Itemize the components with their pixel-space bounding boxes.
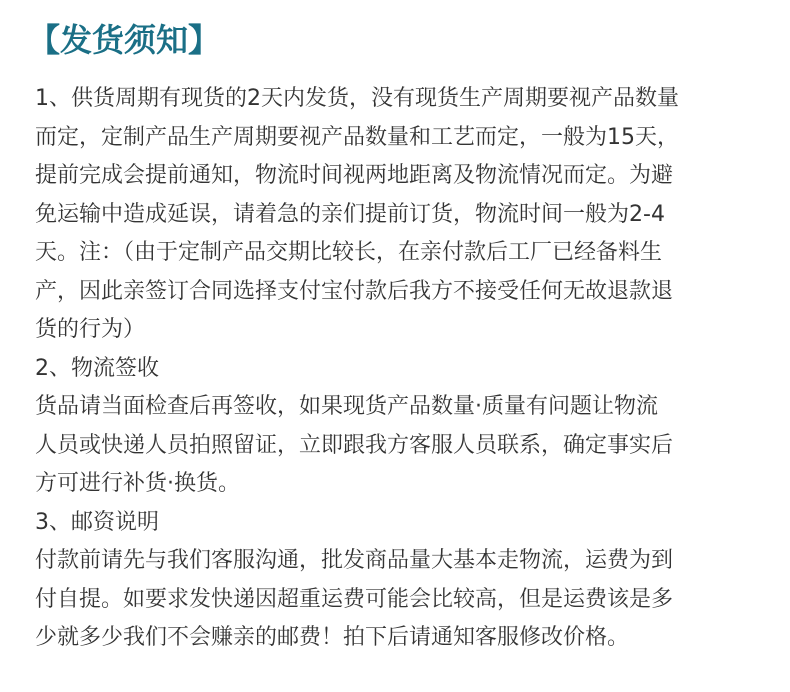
text-line: 产，因此亲签订合同选择支付宝付款后我方不接受任何无故退款退: [35, 278, 674, 304]
text-line: 付自提。如要求发快递因超重运费可能会比较高，但是运费该是多: [35, 586, 674, 612]
text-line: 货品请当面检查后再签收，如果现货产品数量·质量有问题让物流: [35, 394, 658, 419]
section-heading-logistics: 2、物流签收: [35, 355, 159, 381]
text-line: 天。注：（由于定制产品交期比较长，在亲付款后工厂已经备料生: [35, 240, 663, 265]
text-line: 付款前请先与我们客服沟通，批发商品量大基本走物流，运费为到: [35, 548, 674, 573]
text-line: 少就多少我们不会赚亲的邮费！拍下后请通知客服修改价格。: [35, 625, 630, 650]
text-line: 而定，定制产品生产周期要视产品数量和工艺而定，一般为15天，: [35, 124, 679, 150]
page-title: 【发货须知】: [28, 21, 221, 59]
text-line: 1、供货周期有现货的2天内发货，没有现货生产周期要视产品数量: [35, 86, 679, 111]
text-line: 免运输中造成延误，请着急的亲们提前订货，物流时间一般为2-4: [35, 201, 665, 227]
section-heading-postage: 3、邮资说明: [35, 509, 159, 535]
text-line: 货的行为）: [35, 317, 146, 342]
text-line: 提前完成会提前通知，物流时间视两地距离及物流情况而定。为避: [35, 163, 674, 188]
notice-content: [35, 80, 765, 658]
text-line: 人员或快递人员拍照留证，立即跟我方客服人员联系，确定事实后: [35, 432, 674, 458]
text-line: 方可进行补货·换货。: [35, 471, 240, 496]
